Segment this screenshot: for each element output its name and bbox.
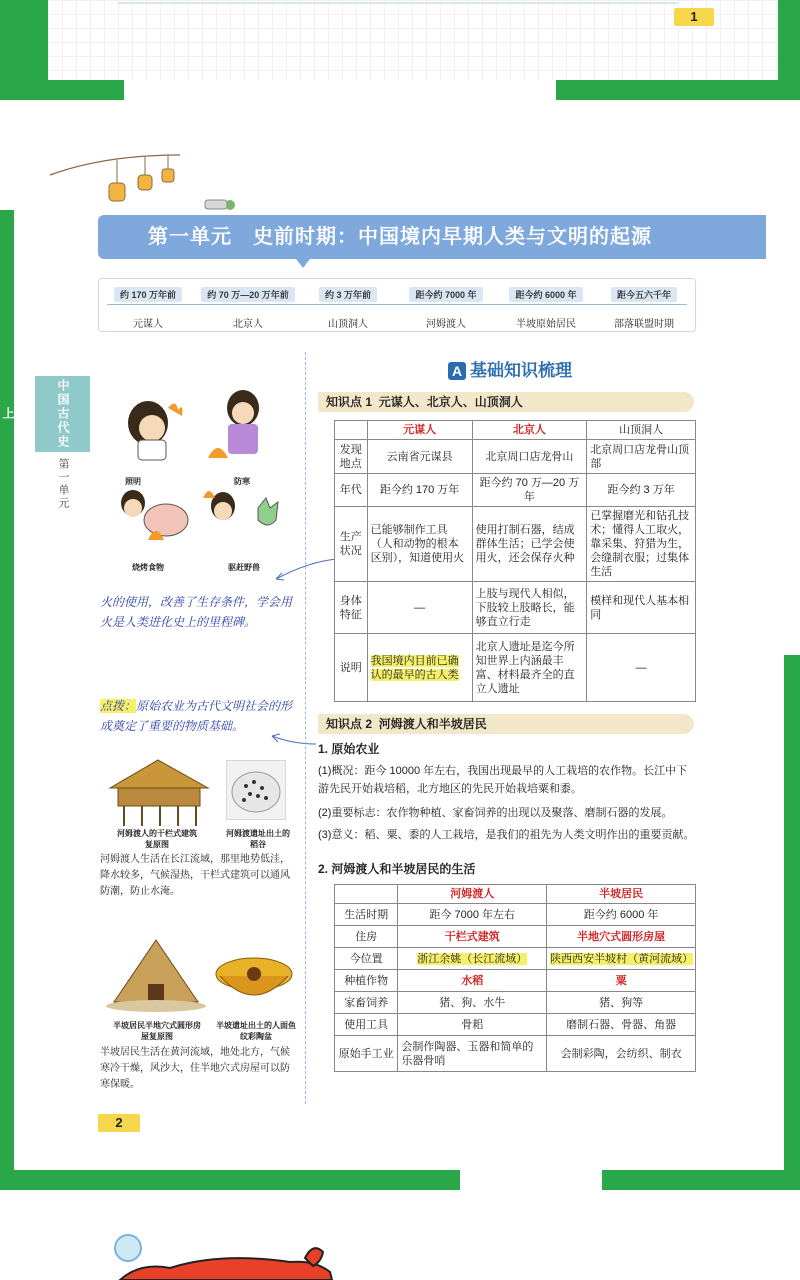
table-cell: 距今约 170 万年 — [367, 474, 472, 507]
highlight-text: 浙江余姚（长江流域） — [417, 952, 528, 965]
table-header: 山顶洞人 — [587, 421, 696, 440]
timeline-date: 约 70 万—20 万年前 — [201, 287, 295, 302]
timeline-date: 距今五六千年 — [611, 287, 677, 302]
row-header: 住房 — [335, 926, 398, 948]
note-agriculture-text: 原始农业为古代文明社会的形成奠定了重要的物质基础。 — [100, 699, 293, 733]
table-cell: 已能够制作工具（人和动物的根本区别），知道使用火 — [367, 507, 472, 582]
timeline-name: 部落联盟时期 — [614, 319, 674, 330]
table-cell — [367, 634, 472, 702]
table-cell: 猪、狗等 — [547, 992, 696, 1014]
side-tab-unit: 第一单元 — [57, 458, 69, 510]
table-cell: — — [367, 582, 472, 634]
table-cell: 骨耜 — [398, 1014, 547, 1036]
stilt-house-icon — [104, 756, 212, 828]
table-row — [335, 1014, 696, 1036]
row-header: 使用工具 — [335, 1014, 398, 1036]
agri-heading: 1. 原始农业 — [318, 742, 380, 756]
green-frame-bottom-right — [602, 1170, 800, 1190]
table-row — [335, 582, 696, 634]
arrow-connector-icon — [268, 726, 318, 748]
cartoon-mascot-icon — [100, 1232, 340, 1280]
section-title — [448, 356, 572, 381]
banner-tail — [296, 259, 310, 268]
section-letter-icon: A — [448, 362, 466, 380]
table-header: 半坡居民 — [547, 885, 696, 904]
table-cell: 距今约 6000 年 — [547, 904, 696, 926]
timeline-name: 河姆渡人 — [426, 319, 466, 330]
timeline-item — [397, 285, 495, 330]
table-row — [335, 885, 696, 904]
row-header: 原始手工业 — [335, 1036, 398, 1072]
page-number-bottom: 2 — [98, 1114, 140, 1132]
table-cell: 粟 — [547, 970, 696, 992]
row-header: 生活时期 — [335, 904, 398, 926]
table-row — [335, 926, 696, 948]
caption-semi-cave-house: 半坡居民半地穴式圆形房屋复原图 — [113, 1021, 201, 1041]
timeline-item — [497, 285, 595, 330]
table-cell: 会制作陶器、玉器和简单的乐器骨哨 — [398, 1036, 547, 1072]
table-row — [335, 948, 696, 970]
table-cell: 已掌握磨光和钻孔技术；懂得人工取火，靠采集、狩猎为生，会缝制衣服；过集体生活 — [587, 507, 696, 582]
green-frame-bottom-left — [0, 1170, 460, 1190]
side-tab-chapter: 中国古代史上 — [35, 376, 90, 452]
table-cell — [547, 948, 696, 970]
note-fire-milestone: 火的使用，改善了生存条件，学会用火是人类进化史上的里程碑。 — [100, 595, 293, 629]
table-cell: — — [587, 634, 696, 702]
highlight-text: 陕西西安半坡村（黄河流域） — [550, 952, 694, 965]
prev-page-line — [118, 2, 678, 4]
caption-lighting: 照明 — [125, 477, 141, 486]
caption-scare-beasts: 驱赶野兽 — [228, 563, 260, 572]
row-header: 今位置 — [335, 948, 398, 970]
caption-pottery-bowl: 半坡遗址出土的人面鱼纹彩陶盆 — [216, 1021, 296, 1041]
timeline-date: 距今约 7000 年 — [409, 287, 482, 302]
table-cell: 使用打制石器，结成群体生活；已学会使用火，还会保存火种 — [472, 507, 587, 582]
table-row — [335, 904, 696, 926]
column-divider — [305, 352, 306, 1104]
timeline-name: 山顶洞人 — [328, 319, 368, 330]
table-cell: 模样和现代人基本相同 — [587, 582, 696, 634]
rice-grain-icon — [226, 760, 286, 820]
knowledge-point-2 — [318, 714, 694, 734]
table-cell: 干栏式建筑 — [398, 926, 547, 948]
table-cell: 猪、狗、水牛 — [398, 992, 547, 1014]
kp1-label: 知识点 1 — [326, 395, 373, 409]
table-corner — [335, 421, 368, 440]
page-number-top: 1 — [674, 8, 714, 26]
timeline-name: 元谋人 — [133, 319, 163, 330]
life-heading: 2. 河姆渡人和半坡居民的生活 — [318, 862, 476, 876]
table-cell: 北京人遗址是迄今所知世界上内涵最丰富、材料最齐全的直立人遗址 — [472, 634, 587, 702]
table-cell: 距今 7000 年左右 — [398, 904, 547, 926]
section-title-text: 基础知识梳理 — [470, 361, 572, 380]
caption-stilt-house: 河姆渡人的干栏式建筑复原图 — [117, 829, 197, 849]
prev-page-fragment — [48, 0, 778, 80]
timeline-name: 半坡原始居民 — [516, 319, 576, 330]
note-hemudu: 河姆渡人生活在长江流域，那里地势低洼，降水较多，气候湿热，干栏式建筑可以通风防潮，防止水淹。 — [100, 854, 290, 897]
agri-item-2: (2)重要标志：农作物种植、家畜饲养的出现以及聚落、磨制石器的发展。 — [318, 807, 673, 819]
kp1-title: 元谋人、北京人、山顶洞人 — [378, 395, 523, 409]
row-header: 种植作物 — [335, 970, 398, 992]
table-row — [335, 474, 696, 507]
table-cell: 北京周口店龙骨山 — [472, 440, 587, 474]
note-agriculture-label: 点拨： — [100, 699, 137, 713]
table-row — [335, 440, 696, 474]
knowledge-point-1 — [318, 392, 694, 412]
table-cell — [398, 948, 547, 970]
green-frame-left — [0, 210, 14, 1190]
note-banpo: 半坡居民生活在黄河流域，地处北方，气候寒冷干燥，风沙大，住半地穴式房屋可以防寒保暖。 — [100, 1047, 290, 1090]
table-cell: 半地穴式圆形房屋 — [547, 926, 696, 948]
row-header: 年代 — [335, 474, 368, 507]
agri-item-3: (3)意义：稻、粟、黍的人工栽培，是我们的祖先为人类文明作出的重要贡献。 — [318, 829, 695, 841]
caption-warmth: 防寒 — [234, 477, 250, 486]
table-cell: 上肢与现代人相似，下肢较上肢略长，能够直立行走 — [472, 582, 587, 634]
painted-pottery-bowl-icon — [212, 950, 296, 1010]
table-cell: 距今约 70 万—20 万年 — [472, 474, 587, 507]
table-cell: 云南省元谋县 — [367, 440, 472, 474]
green-frame-top-left-bar — [0, 80, 124, 100]
row-header: 家畜饲养 — [335, 992, 398, 1014]
table-header: 河姆渡人 — [398, 885, 547, 904]
timeline-date: 距今约 6000 年 — [509, 287, 582, 302]
row-header: 身体特征 — [335, 582, 368, 634]
timeline-date: 约 3 万年前 — [319, 287, 377, 302]
timeline-item — [299, 285, 397, 330]
table-cell: 北京周口店龙骨山顶部 — [587, 440, 696, 474]
timeline-item — [99, 285, 197, 330]
timeline-name: 北京人 — [233, 319, 263, 330]
table-cell: 磨制石器、骨器、角器 — [547, 1014, 696, 1036]
semi-cave-house-icon — [104, 936, 208, 1016]
agri-item-1: (1)概况：距今 10000 年左右，我国出现最早的人工栽培的农作物。长江中下游先民开始栽培稻，北方地区的先民开始栽培粟和黍。 — [318, 765, 688, 795]
highlight-text: 我国境内目前已确认的最早的古人类 — [370, 654, 459, 681]
table-row — [335, 421, 696, 440]
table-cell: 水稻 — [398, 970, 547, 992]
table-hemudu-banpo — [334, 884, 696, 1072]
table-row — [335, 507, 696, 582]
kp2-label: 知识点 2 — [326, 717, 373, 731]
caption-cooking: 烧烤食物 — [132, 563, 164, 572]
table-row — [335, 970, 696, 992]
row-header: 说明 — [335, 634, 368, 702]
kp2-title: 河姆渡人和半坡居民 — [378, 717, 487, 731]
table-early-humans — [334, 420, 696, 702]
row-header: 生产状况 — [335, 507, 368, 582]
timeline-item — [595, 285, 693, 330]
table-row — [335, 992, 696, 1014]
row-header: 发现地点 — [335, 440, 368, 474]
caption-rice: 河姆渡遗址出土的稻谷 — [226, 829, 290, 849]
timeline — [98, 278, 696, 332]
table-header: 北京人 — [472, 421, 587, 440]
unit-title-banner: 第一单元 史前时期：中国境内早期人类与文明的起源 — [98, 215, 766, 259]
table-cell: 会制彩陶，会纺织、制衣 — [547, 1036, 696, 1072]
table-header: 元谋人 — [367, 421, 472, 440]
table-row — [335, 1036, 696, 1072]
lantern-decoration-icon — [45, 145, 245, 215]
green-frame-right — [784, 655, 800, 1190]
table-row — [335, 634, 696, 702]
table-cell: 距今约 3 万年 — [587, 474, 696, 507]
green-frame-top-right-bar — [556, 80, 800, 100]
table-corner — [335, 885, 398, 904]
timeline-item — [199, 285, 297, 330]
timeline-date: 约 170 万年前 — [114, 287, 182, 302]
